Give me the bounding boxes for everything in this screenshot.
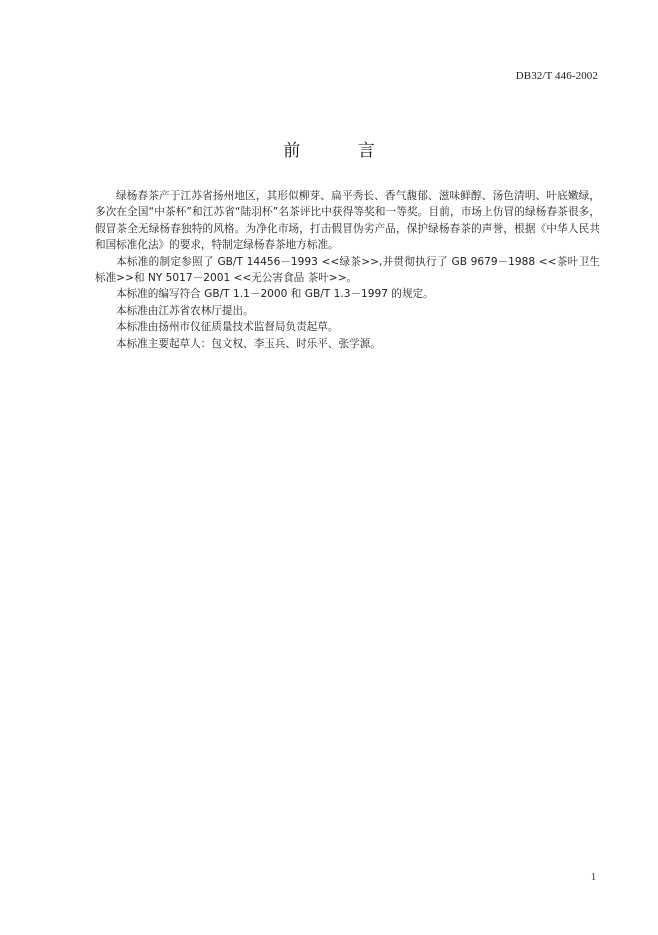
page-number: 1 bbox=[591, 872, 596, 883]
document-code: DB32/T 446-2002 bbox=[515, 70, 598, 82]
paragraph-proposer: 本标准由江苏省农林厅提出。 bbox=[116, 304, 254, 317]
paragraph-references: 本标准的制定参照了 GB/T 14456－1993 <<绿茶>>,并贯彻执行了 GB 9679－1988 <<茶叶卫生标准>>和 NY 5017－2001 <<无公害食品 茶叶>>。 bbox=[95, 255, 600, 285]
paragraph-drafters: 本标准主要起草人：包文权、李玉兵、时乐平、张学源。 bbox=[116, 337, 381, 350]
page-title: 前 言 bbox=[283, 141, 401, 161]
paragraph-drafting-unit: 本标准由扬州市仪征质量技术监督局负责起草。 bbox=[116, 321, 339, 334]
paragraph-intro: 绿杨春茶产于江苏省扬州地区，其形似柳芽、扁平秀长、香气馥郁、滋味鲜醇、汤色清明、叶底嫩绿，多次在全国“中茶杯”和江苏省“陆羽杯”名茶评比中获得等奖和一等奖。目前，市场上仿冒的绿杨春茶很多，假冒茶全无绿杨春独特的风格。为净化市场，打击假冒伪劣产品，保护绿杨春茶的声誉，根据《中华人民共和国标准化法》的要求，特制定绿杨春茶地方标准。 bbox=[95, 190, 600, 252]
document-body bbox=[95, 188, 600, 352]
paragraph-format: 本标准的编写符合 GB/T 1.1－2000 和 GB/T 1.3－1997 的规定。 bbox=[116, 288, 434, 301]
